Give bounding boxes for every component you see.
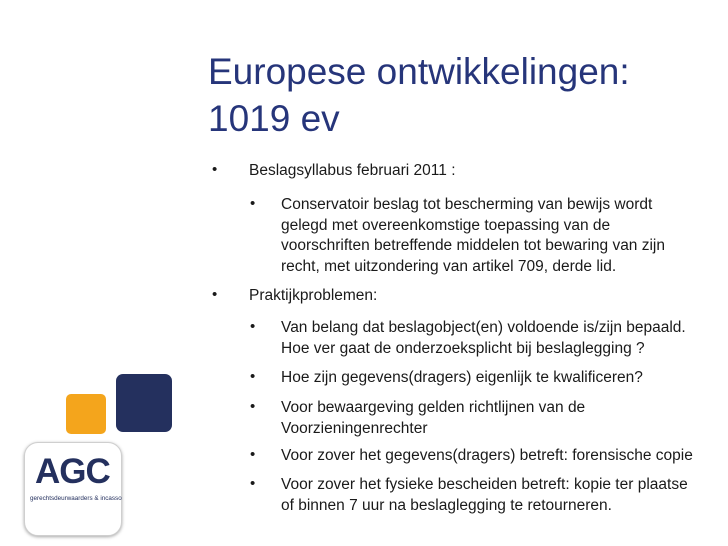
text-line: Van belang dat beslagobject(en) voldoende is/zijn bepaald. [281, 319, 686, 336]
bullet-icon: • [250, 398, 256, 415]
bullet-icon: • [250, 368, 256, 385]
text-line: of binnen 7 uur na beslaglegging te retourneren. [281, 496, 612, 514]
text-line: voorschriften betreffende middelen tot bewaring van zijn [281, 237, 665, 254]
list-item-fysieke-bescheiden [281, 475, 721, 516]
text-line: Voor zover het fysieke bescheiden betreft: kopie ter plaatse [281, 476, 688, 493]
list-item-van-belang [281, 318, 701, 359]
bullet-icon: • [212, 161, 218, 178]
logo-navy-square [116, 374, 172, 432]
text-line: Voor zover het gegevens(dragers) betreft: forensische copie [281, 447, 693, 464]
logo-tagline: gerechtsdeurwaarders & incasso [30, 495, 122, 502]
text-line: Hoe ver gaat de onderzoeksplicht bij beslaglegging ? [281, 339, 645, 357]
slide-title-line-1: Europese ontwikkelingen: [208, 51, 630, 92]
bullet-icon: • [250, 446, 256, 463]
text-line: gelegd met overeenkomstige toepassing van de [281, 216, 611, 234]
list-item-kwalificeren [281, 368, 701, 389]
list-item-forensische-copie [281, 446, 721, 467]
list-item-conservatoir-beslag [281, 195, 701, 277]
text-line: Voor bewaargeving gelden richtlijnen van de [281, 399, 586, 416]
bullet-icon: • [212, 286, 218, 303]
agc-logo [24, 442, 122, 536]
bullet-icon: • [250, 195, 256, 212]
list-item-praktijkproblemen: Praktijkproblemen: [249, 287, 378, 304]
text-line: Hoe zijn gegevens(dragers) eigenlijk te kwalificeren? [281, 369, 643, 386]
slide-title-line-2: 1019 ev [208, 98, 340, 139]
text-line: Conservatoir beslag tot bescherming van bewijs wordt [281, 196, 653, 213]
bullet-icon: • [250, 475, 256, 492]
list-item-bewaargeving [281, 398, 701, 439]
text-line: recht, met uitzondering van artikel 709, derde lid. [281, 257, 617, 275]
bullet-icon: • [250, 318, 256, 335]
list-item-beslagsyllabus: Beslagsyllabus februari 2011 : [249, 162, 456, 179]
text-line: Voorzieningenrechter [281, 419, 428, 437]
logo-wordmark: AGC [35, 452, 110, 491]
logo-orange-square [66, 394, 106, 434]
